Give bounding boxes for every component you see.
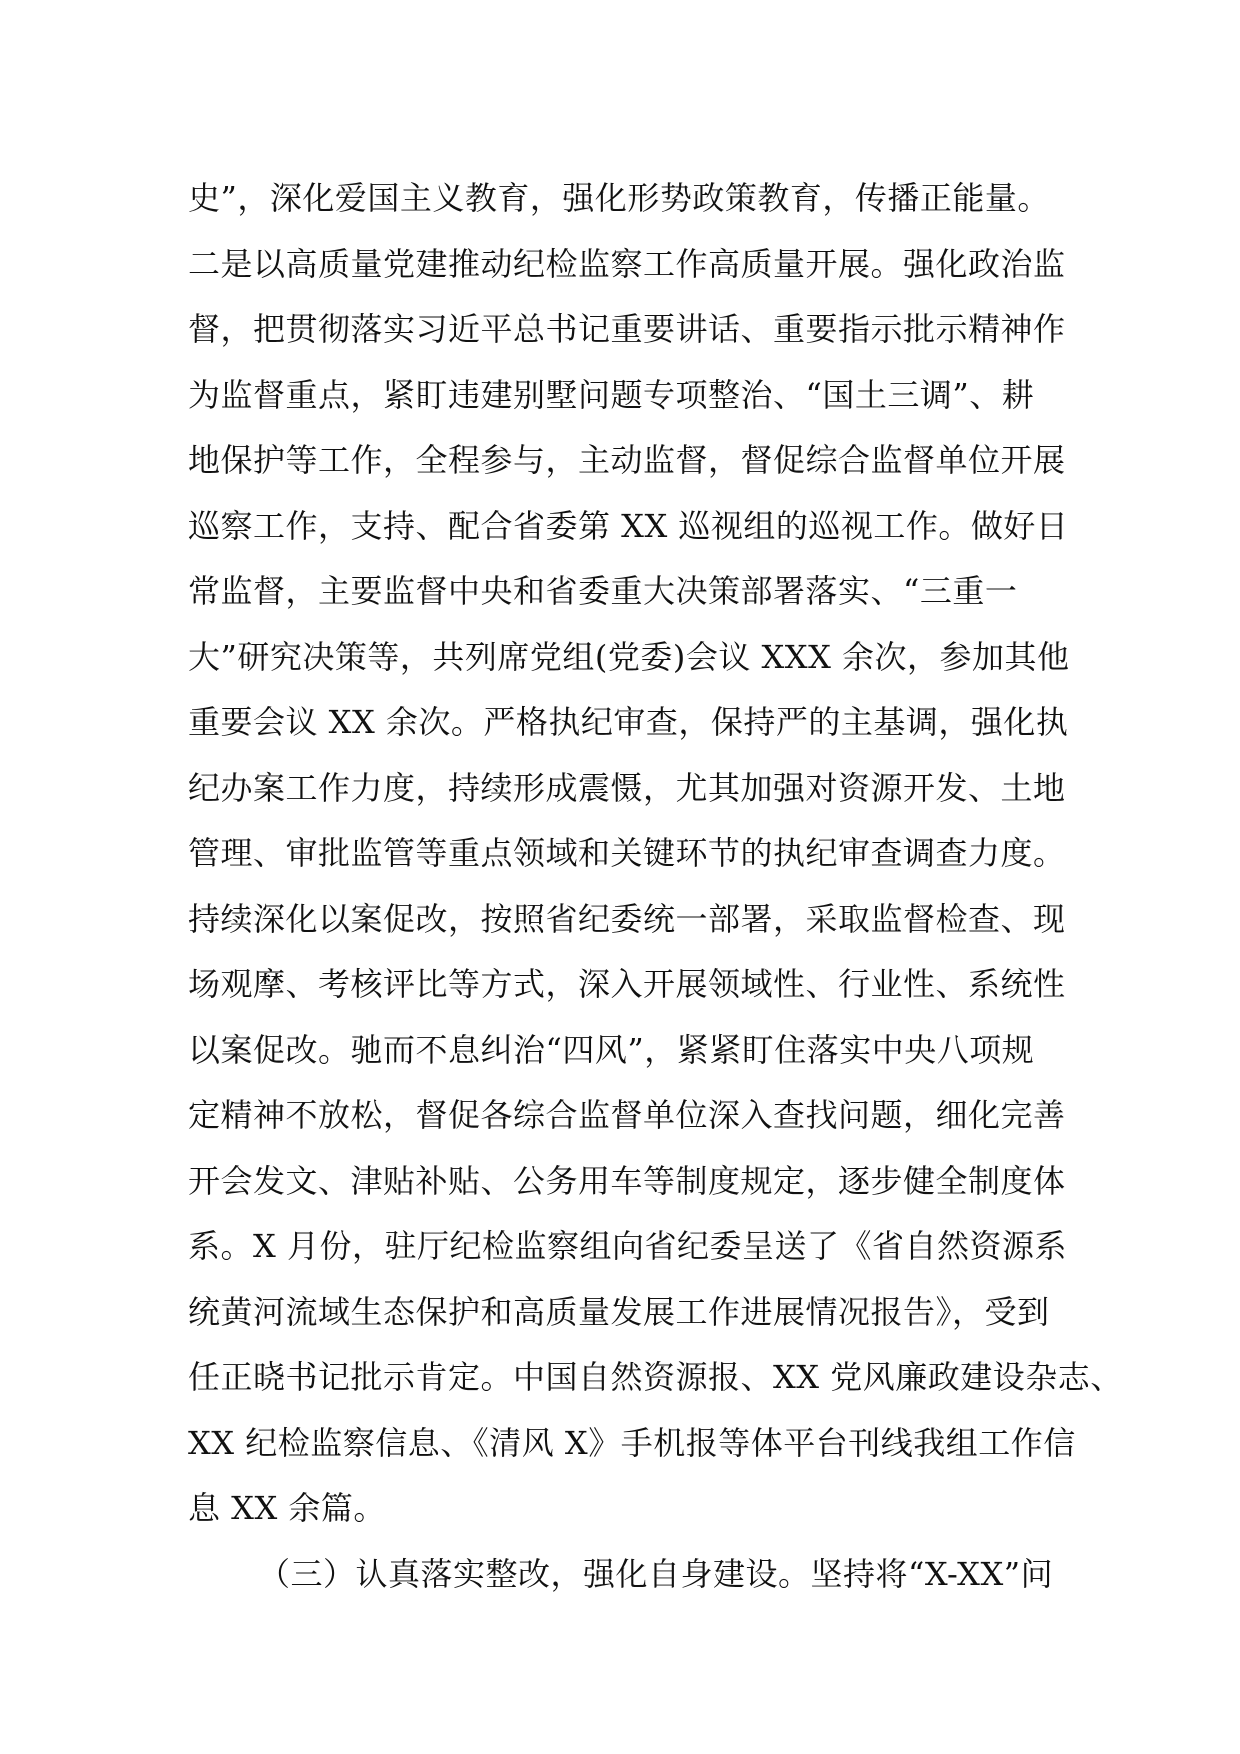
text-line: XX 纪检监察信息、《清风 X》手机报等体平台刊线我组工作信 xyxy=(188,1423,1076,1462)
text-line: 场观摩、考核评比等方式，深入开展领域性、行业性、系统性 xyxy=(188,965,1066,1003)
text-line: 息 XX 余篇。 xyxy=(188,1489,386,1527)
text-line: 巡察工作，支持、配合省委第 XX 巡视组的巡视工作。做好日 xyxy=(188,506,1069,545)
text-line: 定精神不放松，督促各综合监督单位深入查找问题，细化完善 xyxy=(188,1096,1066,1134)
text-line: 史”，深化爱国主义教育，强化形势政策教育，传播正能量。 xyxy=(188,179,1050,217)
body-text xyxy=(188,166,1123,1607)
text-line: 大”研究决策等，共列席党组(党委)会议 XXX 余次，参加其他 xyxy=(188,637,1070,676)
text-line: 纪办案工作力度，持续形成震慑，尤其加强对资源开发、土地 xyxy=(188,768,1066,807)
text-line: 二是以高质量党建推动纪检监察工作高质量开展。强化政治监 xyxy=(188,244,1066,283)
text-line: 重要会议 XX 余次。严格执纪审查，保持严的主基调，强化执 xyxy=(188,703,1069,741)
text-line: 系。X 月份，驻厅纪检监察组向省纪委呈送了《省自然资源系 xyxy=(188,1227,1067,1265)
text-line: 为监督重点，紧盯违建别墅问题专项整治、“国土三调”、耕 xyxy=(188,375,1035,414)
text-line: 持续深化以案促改，按照省纪委统一部署，采取监督检查、现 xyxy=(188,899,1066,938)
section-heading: （三）认真落实整改，强化自身建设。坚持将“X-XX”问 xyxy=(258,1554,1054,1593)
text-line: 常监督，主要监督中央和省委重大决策部署落实、“三重一 xyxy=(188,572,1018,610)
text-line: 管理、审批监管等重点领域和关键环节的执纪审查调查力度。 xyxy=(188,834,1066,872)
text-line: 统黄河流域生态保护和高质量发展工作进展情况报告》，受到 xyxy=(188,1292,1050,1331)
text-line: 开会发文、津贴补贴、公务用车等制度规定，逐步健全制度体 xyxy=(188,1161,1066,1200)
text-line: 任正晓书记批示肯定。中国自然资源报、XX 党风廉政建设杂志、 xyxy=(188,1358,1123,1396)
text-line: 以案促改。驰而不息纠治“四风”，紧紧盯住落实中央八项规 xyxy=(188,1030,1035,1069)
text-line: 地保护等工作，全程参与，主动监督，督促综合监督单位开展 xyxy=(188,441,1066,479)
text-line: 督，把贯彻落实习近平总书记重要讲话、重要指示批示精神作 xyxy=(188,310,1066,348)
